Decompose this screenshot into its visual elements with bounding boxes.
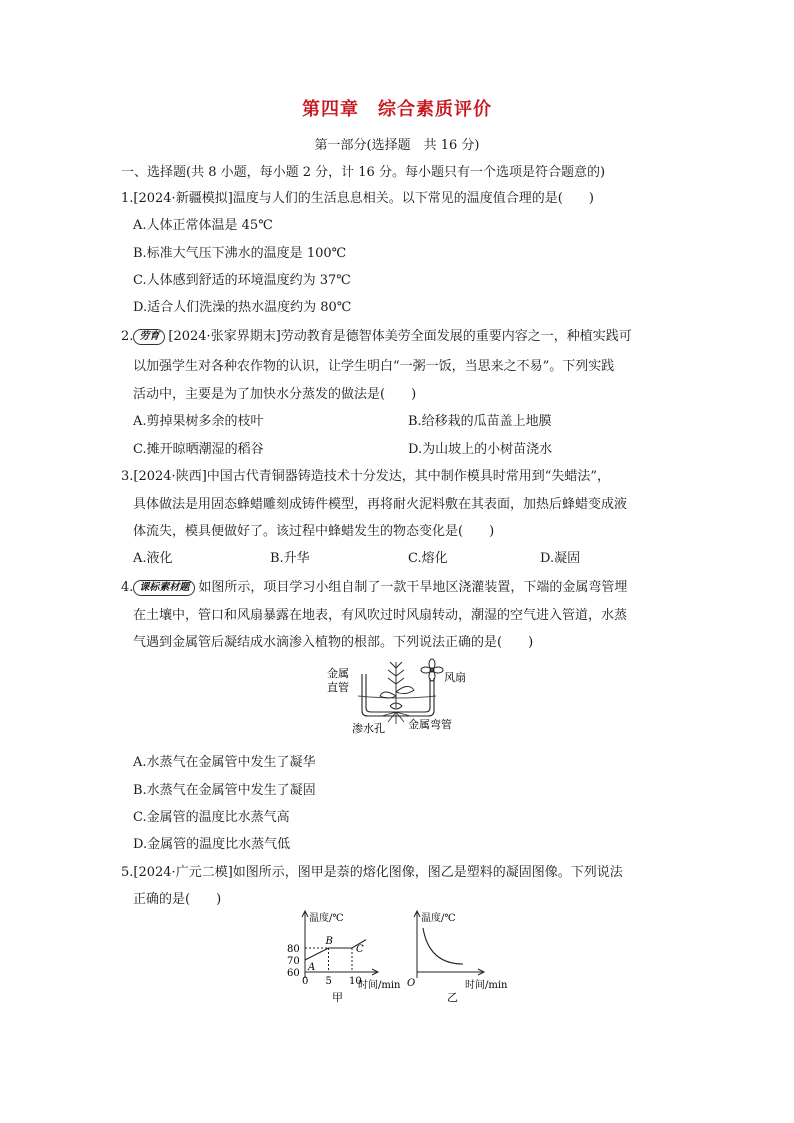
question-1-stem: [121, 187, 594, 206]
question-2-line-3: 活动中，主要是为了加快水分蒸发的做法是( ): [133, 387, 417, 402]
question-4-line-3: 气遇到金属管后凝结成水滴渗入植物的根部。下列说法正确的是( ): [133, 635, 534, 650]
question-2-line-2: 以加强学生对各种农作物的认识，让学生明白“一粥一饭，当思来之不易”。下列实践: [133, 359, 615, 374]
chart-title: 乙: [447, 991, 458, 1004]
q4-option-a: A.水蒸气在金属管中发生了凝华: [133, 755, 316, 770]
q2-option-a: A.剪掉果树多余的枝叶: [133, 414, 264, 429]
plastic-solidifying-chart: [405, 908, 515, 1008]
question-number: 1.: [121, 191, 134, 206]
label-metal-bend-pipe: 金属弯管: [408, 718, 452, 731]
origin-label: O: [407, 978, 416, 989]
x-tick-label: 5: [325, 976, 332, 987]
question-number: 5.: [121, 865, 134, 880]
point-label: C: [356, 944, 364, 955]
q3-option-c: C.熔化: [408, 551, 448, 566]
x-axis-label: 时间/min: [465, 980, 508, 991]
question-text: [2024·广元二模]如图所示，图甲是萘的熔化图像，图乙是塑料的凝固图像。下列说法: [133, 865, 623, 880]
fan-icon: [421, 659, 443, 681]
question-5-line-1: [121, 861, 623, 880]
question-number: 2.: [121, 329, 134, 344]
label-metal-pipe-2: 直管: [327, 681, 349, 694]
question-3-line-2: 具体做法是用固态蜂蜡雕刻成铸件模型，再将耐火泥料敷在其表面，加热后蜂蜡变成液: [133, 497, 628, 512]
tag-badge: 劳育: [133, 329, 165, 345]
question-3-line-1: [121, 465, 610, 484]
q1-option-b: B.标准大气压下沸水的温度是 100℃: [133, 246, 347, 261]
x-tick-label: 10: [349, 976, 362, 987]
question-text: 如图所示，项目学习小组自制了一款干旱地区浇灌装置，下端的金属弯管埋: [198, 580, 628, 595]
label-metal-pipe-1: 金属: [327, 667, 349, 680]
x-tick-label: 0: [302, 976, 309, 987]
y-axis-label: 温度/℃: [309, 913, 344, 924]
question-3-line-3: 体流失，模具便做好了。该过程中蜂蜡发生的物态变化是( ): [133, 524, 495, 539]
q3-option-a: A.液化: [133, 551, 173, 566]
page-title: 第四章 综合素质评价: [302, 99, 492, 120]
q2-option-d: D.为山坡上的小树苗浇水: [408, 442, 553, 457]
label-fan: 风扇: [444, 671, 466, 684]
q2-option-b: B.给移栽的瓜苗盖上地膜: [408, 414, 552, 429]
q1-option-c: C.人体感到舒适的环境温度约为 37℃: [133, 273, 351, 288]
q4-option-d: D.金属管的温度比水蒸气低: [133, 837, 291, 852]
point-label: B: [325, 936, 333, 947]
q3-option-b: B.升华: [270, 551, 310, 566]
point-label: A: [308, 962, 316, 973]
question-2-line-1: [121, 325, 632, 345]
q2-option-c: C.摊开晾晒潮湿的稻谷: [133, 442, 264, 457]
section-heading: 一、选择题(共 8 小题，每小题 2 分，计 16 分。每小题只有一个选项是符合题意的): [121, 165, 606, 180]
ground-line: [358, 696, 436, 698]
q1-option-a: A.人体正常体温是 45℃: [133, 218, 273, 233]
label-seep-hole: 渗水孔: [352, 722, 385, 735]
tag-badge: 课标素材题: [133, 580, 195, 596]
question-text: [2024·新疆模拟]温度与人们的生活息息相关。以下常见的温度值合理的是( ): [133, 191, 594, 206]
series-curve: [423, 928, 463, 964]
y-tick-label: 80: [287, 944, 300, 955]
chart-title: 甲: [332, 991, 343, 1004]
question-text: [2024·陕西]中国古代青铜器铸造技术十分发达，其中制作模具时常用到“失蜡法”，: [133, 469, 611, 484]
metal-pipe-outer: [362, 674, 434, 716]
part-heading: 第一部分(选择题 共 16 分): [314, 138, 480, 153]
q3-option-d: D.凝固: [540, 551, 581, 566]
question-number: 4.: [121, 580, 134, 595]
question-text: [2024·张家界期末]劳动教育是德智体美劳全面发展的重要内容之一，种植实践可: [168, 329, 632, 344]
naphthalene-melting-chart: [285, 908, 410, 1008]
y-tick-label: 70: [287, 956, 300, 967]
roots-icon: [382, 712, 410, 724]
question-4-line-1: [121, 576, 627, 596]
x-axis-label: 时间/min: [358, 980, 401, 991]
y-axis-label: 温度/℃: [421, 913, 456, 924]
q4-option-c: C.金属管的温度比水蒸气高: [133, 810, 290, 825]
question-4-line-2: 在土壤中，管口和风扇暴露在地表，有风吹过时风扇转动，潮湿的空气进入管道，水蒸: [133, 608, 628, 623]
question-5-line-2: 正确的是( ): [133, 892, 222, 907]
plant-icon: [380, 662, 414, 709]
q4-option-b: B.水蒸气在金属管中发生了凝固: [133, 783, 316, 798]
irrigation-device-figure: [318, 656, 478, 736]
q1-option-d: D.适合人们洗澡的热水温度约为 80℃: [133, 300, 352, 315]
y-tick-label: 60: [287, 968, 300, 979]
question-number: 3.: [121, 469, 134, 484]
